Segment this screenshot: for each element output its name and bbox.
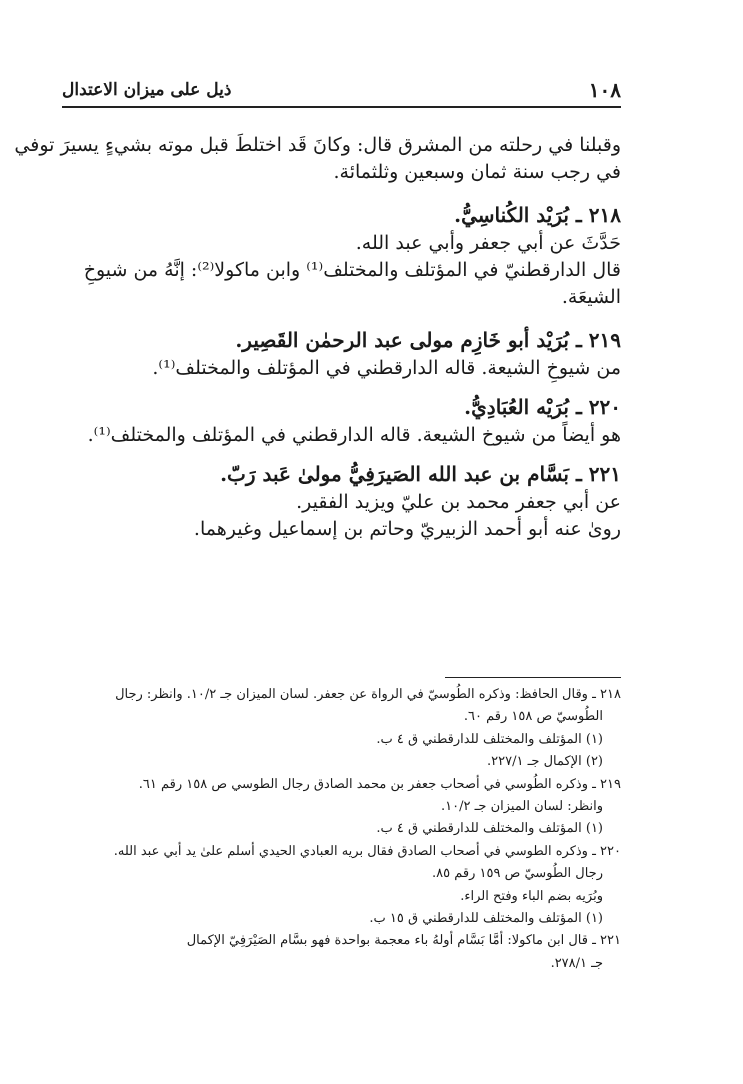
entry-heading-218: ٢١٨ ـ بُرَيْد الكُناسِيُّ. bbox=[454, 203, 621, 227]
footnote-218: الطُوسيّ ص ١٥٨ رقم ٦٠. bbox=[463, 709, 603, 725]
footnote-220-ref-1: (١) المؤتلف والمختلف للدارقطني ق ١٥ ب. bbox=[369, 911, 603, 927]
entry-text-221: عن أبي جعفر محمد بن عليّ ويزيد الفقير. bbox=[296, 491, 621, 513]
footnote-218-ref-1: (١) المؤتلف والمختلف للدارقطني ق ٤ ب. bbox=[376, 731, 603, 747]
footnote-219: ٢١٩ ـ وذكره الطُوسي في أصحاب جعفر بن محمد الصادق رجال الطوسي ص ١٥٨ رقم ٦١. bbox=[138, 776, 621, 792]
entry-text-218: حَدَّثَ عن أبي جعفر وأبي عبد الله. bbox=[355, 232, 621, 254]
intro-line: وقبلنا في رحلته من المشرق قال: وكانَ قَد اختلطَ قبل موته بشيءٍ يسيرَ توفي bbox=[14, 134, 621, 156]
running-title: ذيل على ميزان الاعتدال bbox=[62, 80, 232, 100]
footnote-220: وبُرَيه بضم الباء وفتح الراء. bbox=[460, 888, 603, 904]
footnote-221: ٢٢١ ـ قال ابن ماكولا: أمَّا بَسَّام أولهُ باء معجمة بواحدة فهو بسَّام الصَيْرَفِيّ الإكمال bbox=[186, 933, 621, 949]
entry-text-218: الشيعَة. bbox=[561, 286, 621, 308]
entry-text-218: قال الدارقطنيّ في المؤتلف والمختلف⁽¹⁾ وابن ماكولا⁽²⁾: إنَّهُ من شيوخِ bbox=[83, 259, 621, 281]
entry-text-221: روىٰ عنه أبو أحمد الزبيريّ وحاتم بن إسماعيل وغيرهما. bbox=[193, 518, 621, 540]
footnote-219-ref-1: (١) المؤتلف والمختلف للدارقطني ق ٤ ب. bbox=[376, 821, 603, 837]
footnote-220: ٢٢٠ ـ وذكره الطوسي في أصحاب الصادق فقال بريه العبادي الحيدي أسلم علىٰ يد أبي عبد الله. bbox=[113, 843, 621, 859]
entry-heading-219: ٢١٩ ـ بُرَيْد أبو خَازِم مولى عبد الرحمٰن القَصِير. bbox=[235, 328, 621, 352]
footnote-220: رجال الطُوسيّ ص ١٥٩ رقم ٨٥. bbox=[432, 866, 603, 882]
footnote-221: جـ ٢٧٨/١. bbox=[550, 955, 603, 971]
entry-text-220: هو أيضاً من شيوخ الشيعة. قاله الدارقطني في المؤتلف والمختلف⁽¹⁾. bbox=[87, 424, 621, 446]
page-number: ١٠٨ bbox=[588, 78, 621, 102]
footnotes bbox=[62, 684, 621, 975]
main-text bbox=[14, 132, 621, 543]
intro-line: في رجب سنة ثمان وسبعين وثلثمائة. bbox=[333, 161, 621, 183]
footnote-218: ٢١٨ ـ وقال الحافظ: وذكره الطُوسيّ في الرواة عن جعفر. لسان الميزان جـ ١٠/٢. وانظر: رجال bbox=[115, 687, 621, 702]
footnote-218-ref-2: (٢) الإكمال جـ ٢٢٧/١. bbox=[487, 754, 603, 770]
entry-heading-221: ٢٢١ ـ بَسَّام بن عبد الله الصَيرَفِيُّ مولىٰ عَبد رَبّ. bbox=[220, 462, 621, 486]
footnote-separator bbox=[445, 677, 621, 678]
footnote-219: وانظر: لسان الميزان جـ ١٠/٢. bbox=[441, 799, 603, 815]
entry-heading-220: ٢٢٠ ـ بُرَيْه العُبَادِيُّ. bbox=[464, 395, 621, 419]
entry-text-219: من شيوخِ الشيعة. قاله الدارقطني في المؤتلف والمختلف⁽¹⁾. bbox=[152, 357, 621, 379]
page-header bbox=[62, 78, 621, 108]
